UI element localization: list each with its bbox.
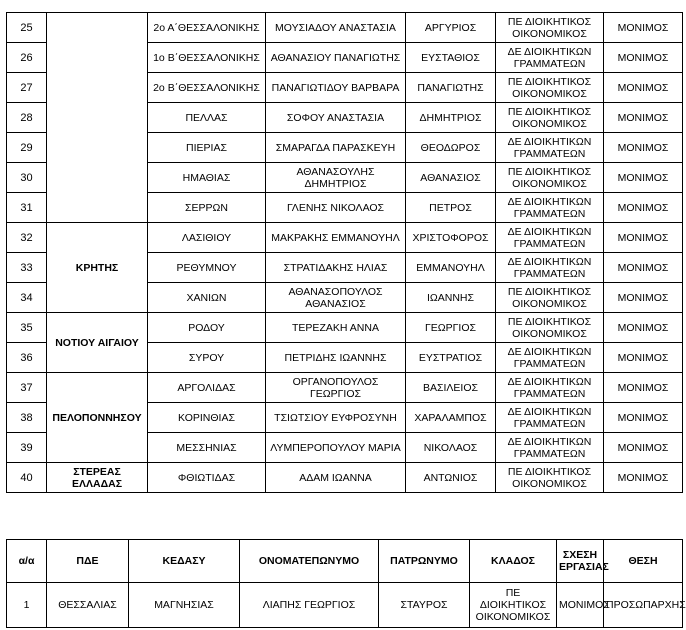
pde-cell: ΑΡΓΟΛΙΔΑΣ [148, 373, 266, 403]
pde-cell: ΚΟΡΙΝΘΙΑΣ [148, 403, 266, 433]
table-row [7, 313, 683, 343]
father-cell: ΙΩΑΝΝΗΣ [406, 283, 496, 313]
pde-cell: ΠΕΛΛΑΣ [148, 103, 266, 133]
klados-cell: ΠΕ ΔΙΟΙΚΗΤΙΚΟΣ ΟΙΚΟΝΟΜΙΚΟΣ [496, 283, 604, 313]
name-cell: ΑΔΑΜ ΙΩΑΝΝΑ [266, 463, 406, 493]
klados-cell: ΔΕ ΔΙΟΙΚΗΤΙΚΩΝ ΓΡΑΜΜΑΤΕΩΝ [496, 403, 604, 433]
klados-cell: ΠΕ ΔΙΟΙΚΗΤΙΚΟΣ ΟΙΚΟΝΟΜΙΚΟΣ [470, 583, 557, 628]
row-number: 34 [7, 283, 47, 313]
row-number: 39 [7, 433, 47, 463]
name-cell: ΜΑΚΡΑΚΗΣ ΕΜΜΑΝΟΥΗΛ [266, 223, 406, 253]
name-cell: ΤΕΡΕΖΑΚΗ ΑΝΝΑ [266, 313, 406, 343]
name-cell: ΤΣΙΩΤΣΙΟΥ ΕΥΦΡΟΣΥΝΗ [266, 403, 406, 433]
father-cell: ΓΕΩΡΓΙΟΣ [406, 313, 496, 343]
status-cell: ΜΟΝΙΜΟΣ [604, 373, 683, 403]
name-cell: ΣΟΦΟΥ ΑΝΑΣΤΑΣΙΑ [266, 103, 406, 133]
second-assignment-table [6, 539, 686, 628]
region-cell: ΣΤΕΡΕΑΣ ΕΛΛΑΔΑΣ [47, 463, 148, 493]
status-cell: ΜΟΝΙΜΟΣ [604, 163, 683, 193]
row-number: 30 [7, 163, 47, 193]
status-cell: ΜΟΝΙΜΟΣ [604, 223, 683, 253]
klados-cell: ΔΕ ΔΙΟΙΚΗΤΙΚΩΝ ΓΡΑΜΜΑΤΕΩΝ [496, 373, 604, 403]
header-klados: ΚΛΑΔΟΣ [470, 540, 557, 583]
row-number: 37 [7, 373, 47, 403]
row-number: 25 [7, 13, 47, 43]
name-cell: ΑΘΑΝΑΣΙΟΥ ΠΑΝΑΓΙΩΤΗΣ [266, 43, 406, 73]
row-number: 33 [7, 253, 47, 283]
father-cell: ΝΙΚΟΛΑΟΣ [406, 433, 496, 463]
father-cell: ΑΘΑΝΑΣΙΟΣ [406, 163, 496, 193]
klados-cell: ΠΕ ΔΙΟΙΚΗΤΙΚΟΣ ΟΙΚΟΝΟΜΙΚΟΣ [496, 73, 604, 103]
father-cell: ΠΕΤΡΟΣ [406, 193, 496, 223]
status-cell: ΜΟΝΙΜΟΣ [604, 313, 683, 343]
father-cell: ΧΡΙΣΤΟΦΟΡΟΣ [406, 223, 496, 253]
klados-cell: ΠΕ ΔΙΟΙΚΗΤΙΚΟΣ ΟΙΚΟΝΟΜΙΚΟΣ [496, 13, 604, 43]
status-cell: ΜΟΝΙΜΟΣ [604, 403, 683, 433]
klados-cell: ΔΕ ΔΙΟΙΚΗΤΙΚΩΝ ΓΡΑΜΜΑΤΕΩΝ [496, 223, 604, 253]
header-father: ΠΑΤΡΩΝΥΜΟ [379, 540, 470, 583]
name-cell: ΣΜΑΡΑΓΔΑ ΠΑΡΑΣΚΕΥΗ [266, 133, 406, 163]
father-cell: ΕΜΜΑΝΟΥΗΛ [406, 253, 496, 283]
row-number: 31 [7, 193, 47, 223]
pde-cell: ΧΑΝΙΩΝ [148, 283, 266, 313]
father-cell: ΔΗΜΗΤΡΙΟΣ [406, 103, 496, 133]
father-cell: ΑΝΤΩΝΙΟΣ [406, 463, 496, 493]
row-number: 26 [7, 43, 47, 73]
klados-cell: ΠΕ ΔΙΟΙΚΗΤΙΚΟΣ ΟΙΚΟΝΟΜΙΚΟΣ [496, 463, 604, 493]
father-cell: ΑΡΓΥΡΙΟΣ [406, 13, 496, 43]
region-cell [47, 13, 148, 223]
assignment-table [6, 12, 683, 493]
pde-cell: 2ο Β΄ΘΕΣΣΑΛΟΝΙΚΗΣ [148, 73, 266, 103]
pde-cell: ΣΥΡΟΥ [148, 343, 266, 373]
name-cell: ΠΕΤΡΙΔΗΣ ΙΩΑΝΝΗΣ [266, 343, 406, 373]
klados-cell: ΔΕ ΔΙΟΙΚΗΤΙΚΩΝ ΓΡΑΜΜΑΤΕΩΝ [496, 433, 604, 463]
pde-cell: 1ο Β΄ΘΕΣΣΑΛΟΝΙΚΗΣ [148, 43, 266, 73]
table-row [7, 13, 683, 43]
status-cell: ΜΟΝΙΜΟΣ [604, 73, 683, 103]
name-cell: ΜΟΥΣΙΑΔΟΥ ΑΝΑΣΤΑΣΙΑ [266, 13, 406, 43]
status-cell: ΜΟΝΙΜΟΣ [604, 253, 683, 283]
row-number: 32 [7, 223, 47, 253]
klados-cell: ΔΕ ΔΙΟΙΚΗΤΙΚΩΝ ΓΡΑΜΜΑΤΕΩΝ [496, 253, 604, 283]
header-row [7, 540, 683, 583]
header-kedasy: ΚΕΔΑΣΥ [129, 540, 240, 583]
relation-cell: ΜΟΝΙΜΟΣ [557, 583, 604, 628]
table-row [7, 583, 683, 628]
row-number: 36 [7, 343, 47, 373]
status-cell: ΜΟΝΙΜΟΣ [604, 463, 683, 493]
status-cell: ΜΟΝΙΜΟΣ [604, 103, 683, 133]
status-cell: ΜΟΝΙΜΟΣ [604, 433, 683, 463]
pde-cell: ΛΑΣΙΘΙΟΥ [148, 223, 266, 253]
klados-cell: ΔΕ ΔΙΟΙΚΗΤΙΚΩΝ ΓΡΑΜΜΑΤΕΩΝ [496, 43, 604, 73]
kedasy-cell: ΜΑΓΝΗΣΙΑΣ [129, 583, 240, 628]
row-number: 1 [7, 583, 47, 628]
row-number: 27 [7, 73, 47, 103]
status-cell: ΜΟΝΙΜΟΣ [604, 343, 683, 373]
pde-cell: ΡΕΘΥΜΝΟΥ [148, 253, 266, 283]
status-cell: ΜΟΝΙΜΟΣ [604, 43, 683, 73]
row-number: 38 [7, 403, 47, 433]
pde-cell: ΦΘΙΩΤΙΔΑΣ [148, 463, 266, 493]
header-name: ΟΝΟΜΑΤΕΠΩΝΥΜΟ [240, 540, 379, 583]
pde-cell: ΗΜΑΘΙΑΣ [148, 163, 266, 193]
region-cell: ΝΟΤΙΟΥ ΑΙΓΑΙΟΥ [47, 313, 148, 373]
klados-cell: ΠΕ ΔΙΟΙΚΗΤΙΚΟΣ ΟΙΚΟΝΟΜΙΚΟΣ [496, 103, 604, 133]
pde-cell: ΘΕΣΣΑΛΙΑΣ [47, 583, 129, 628]
table-row [7, 463, 683, 493]
klados-cell: ΠΕ ΔΙΟΙΚΗΤΙΚΟΣ ΟΙΚΟΝΟΜΙΚΟΣ [496, 313, 604, 343]
pde-cell: ΣΕΡΡΩΝ [148, 193, 266, 223]
header-relation: ΣΧΕΣΗ ΕΡΓΑΣΙΑΣ [557, 540, 604, 583]
klados-cell: ΠΕ ΔΙΟΙΚΗΤΙΚΟΣ ΟΙΚΟΝΟΜΙΚΟΣ [496, 163, 604, 193]
status-cell: ΜΟΝΙΜΟΣ [604, 13, 683, 43]
name-cell: ΠΑΝΑΓΙΩΤΙΔΟΥ ΒΑΡΒΑΡΑ [266, 73, 406, 103]
status-cell: ΜΟΝΙΜΟΣ [604, 133, 683, 163]
pde-cell: ΡΟΔΟΥ [148, 313, 266, 343]
status-cell: ΜΟΝΙΜΟΣ [604, 283, 683, 313]
pde-cell: ΜΕΣΣΗΝΙΑΣ [148, 433, 266, 463]
header-pde: ΠΔΕ [47, 540, 129, 583]
father-cell: ΕΥΣΤΡΑΤΙΟΣ [406, 343, 496, 373]
row-number: 29 [7, 133, 47, 163]
region-cell: ΠΕΛΟΠΟΝΝΗΣΟΥ [47, 373, 148, 463]
name-cell: ΑΘΑΝΑΣΟΥΛΗΣ ΔΗΜΗΤΡΙΟΣ [266, 163, 406, 193]
father-cell: ΧΑΡΑΛΑΜΠΟΣ [406, 403, 496, 433]
status-cell: ΜΟΝΙΜΟΣ [604, 193, 683, 223]
pde-cell: 2ο Α΄ΘΕΣΣΑΛΟΝΙΚΗΣ [148, 13, 266, 43]
father-cell: ΕΥΣΤΑΘΙΟΣ [406, 43, 496, 73]
name-cell: ΛΙΑΠΗΣ ΓΕΩΡΓΙΟΣ [240, 583, 379, 628]
name-cell: ΓΛΕΝΗΣ ΝΙΚΟΛΑΟΣ [266, 193, 406, 223]
father-cell: ΘΕΟΔΩΡΟΣ [406, 133, 496, 163]
name-cell: ΣΤΡΑΤΙΔΑΚΗΣ ΗΛΙΑΣ [266, 253, 406, 283]
row-number: 28 [7, 103, 47, 133]
header-position: ΘΕΣΗ [604, 540, 683, 583]
name-cell: ΛΥΜΠΕΡΟΠΟΥΛΟΥ ΜΑΡΙΑ [266, 433, 406, 463]
row-number: 40 [7, 463, 47, 493]
position-cell: ΠΡΟΣΩΠΑΡΧΗΣ [604, 583, 683, 628]
klados-cell: ΔΕ ΔΙΟΙΚΗΤΙΚΩΝ ΓΡΑΜΜΑΤΕΩΝ [496, 343, 604, 373]
table-row [7, 373, 683, 403]
name-cell: ΑΘΑΝΑΣΟΠΟΥΛΟΣ ΑΘΑΝΑΣΙΟΣ [266, 283, 406, 313]
name-cell: ΟΡΓΑΝΟΠΟΥΛΟΣ ΓΕΩΡΓΙΟΣ [266, 373, 406, 403]
row-number: 35 [7, 313, 47, 343]
father-cell: ΣΤΑΥΡΟΣ [379, 583, 470, 628]
header-aa: α/α [7, 540, 47, 583]
region-cell: ΚΡΗΤΗΣ [47, 223, 148, 313]
klados-cell: ΔΕ ΔΙΟΙΚΗΤΙΚΩΝ ΓΡΑΜΜΑΤΕΩΝ [496, 133, 604, 163]
father-cell: ΠΑΝΑΓΙΩΤΗΣ [406, 73, 496, 103]
klados-cell: ΔΕ ΔΙΟΙΚΗΤΙΚΩΝ ΓΡΑΜΜΑΤΕΩΝ [496, 193, 604, 223]
father-cell: ΒΑΣΙΛΕΙΟΣ [406, 373, 496, 403]
table-row [7, 223, 683, 253]
pde-cell: ΠΙΕΡΙΑΣ [148, 133, 266, 163]
